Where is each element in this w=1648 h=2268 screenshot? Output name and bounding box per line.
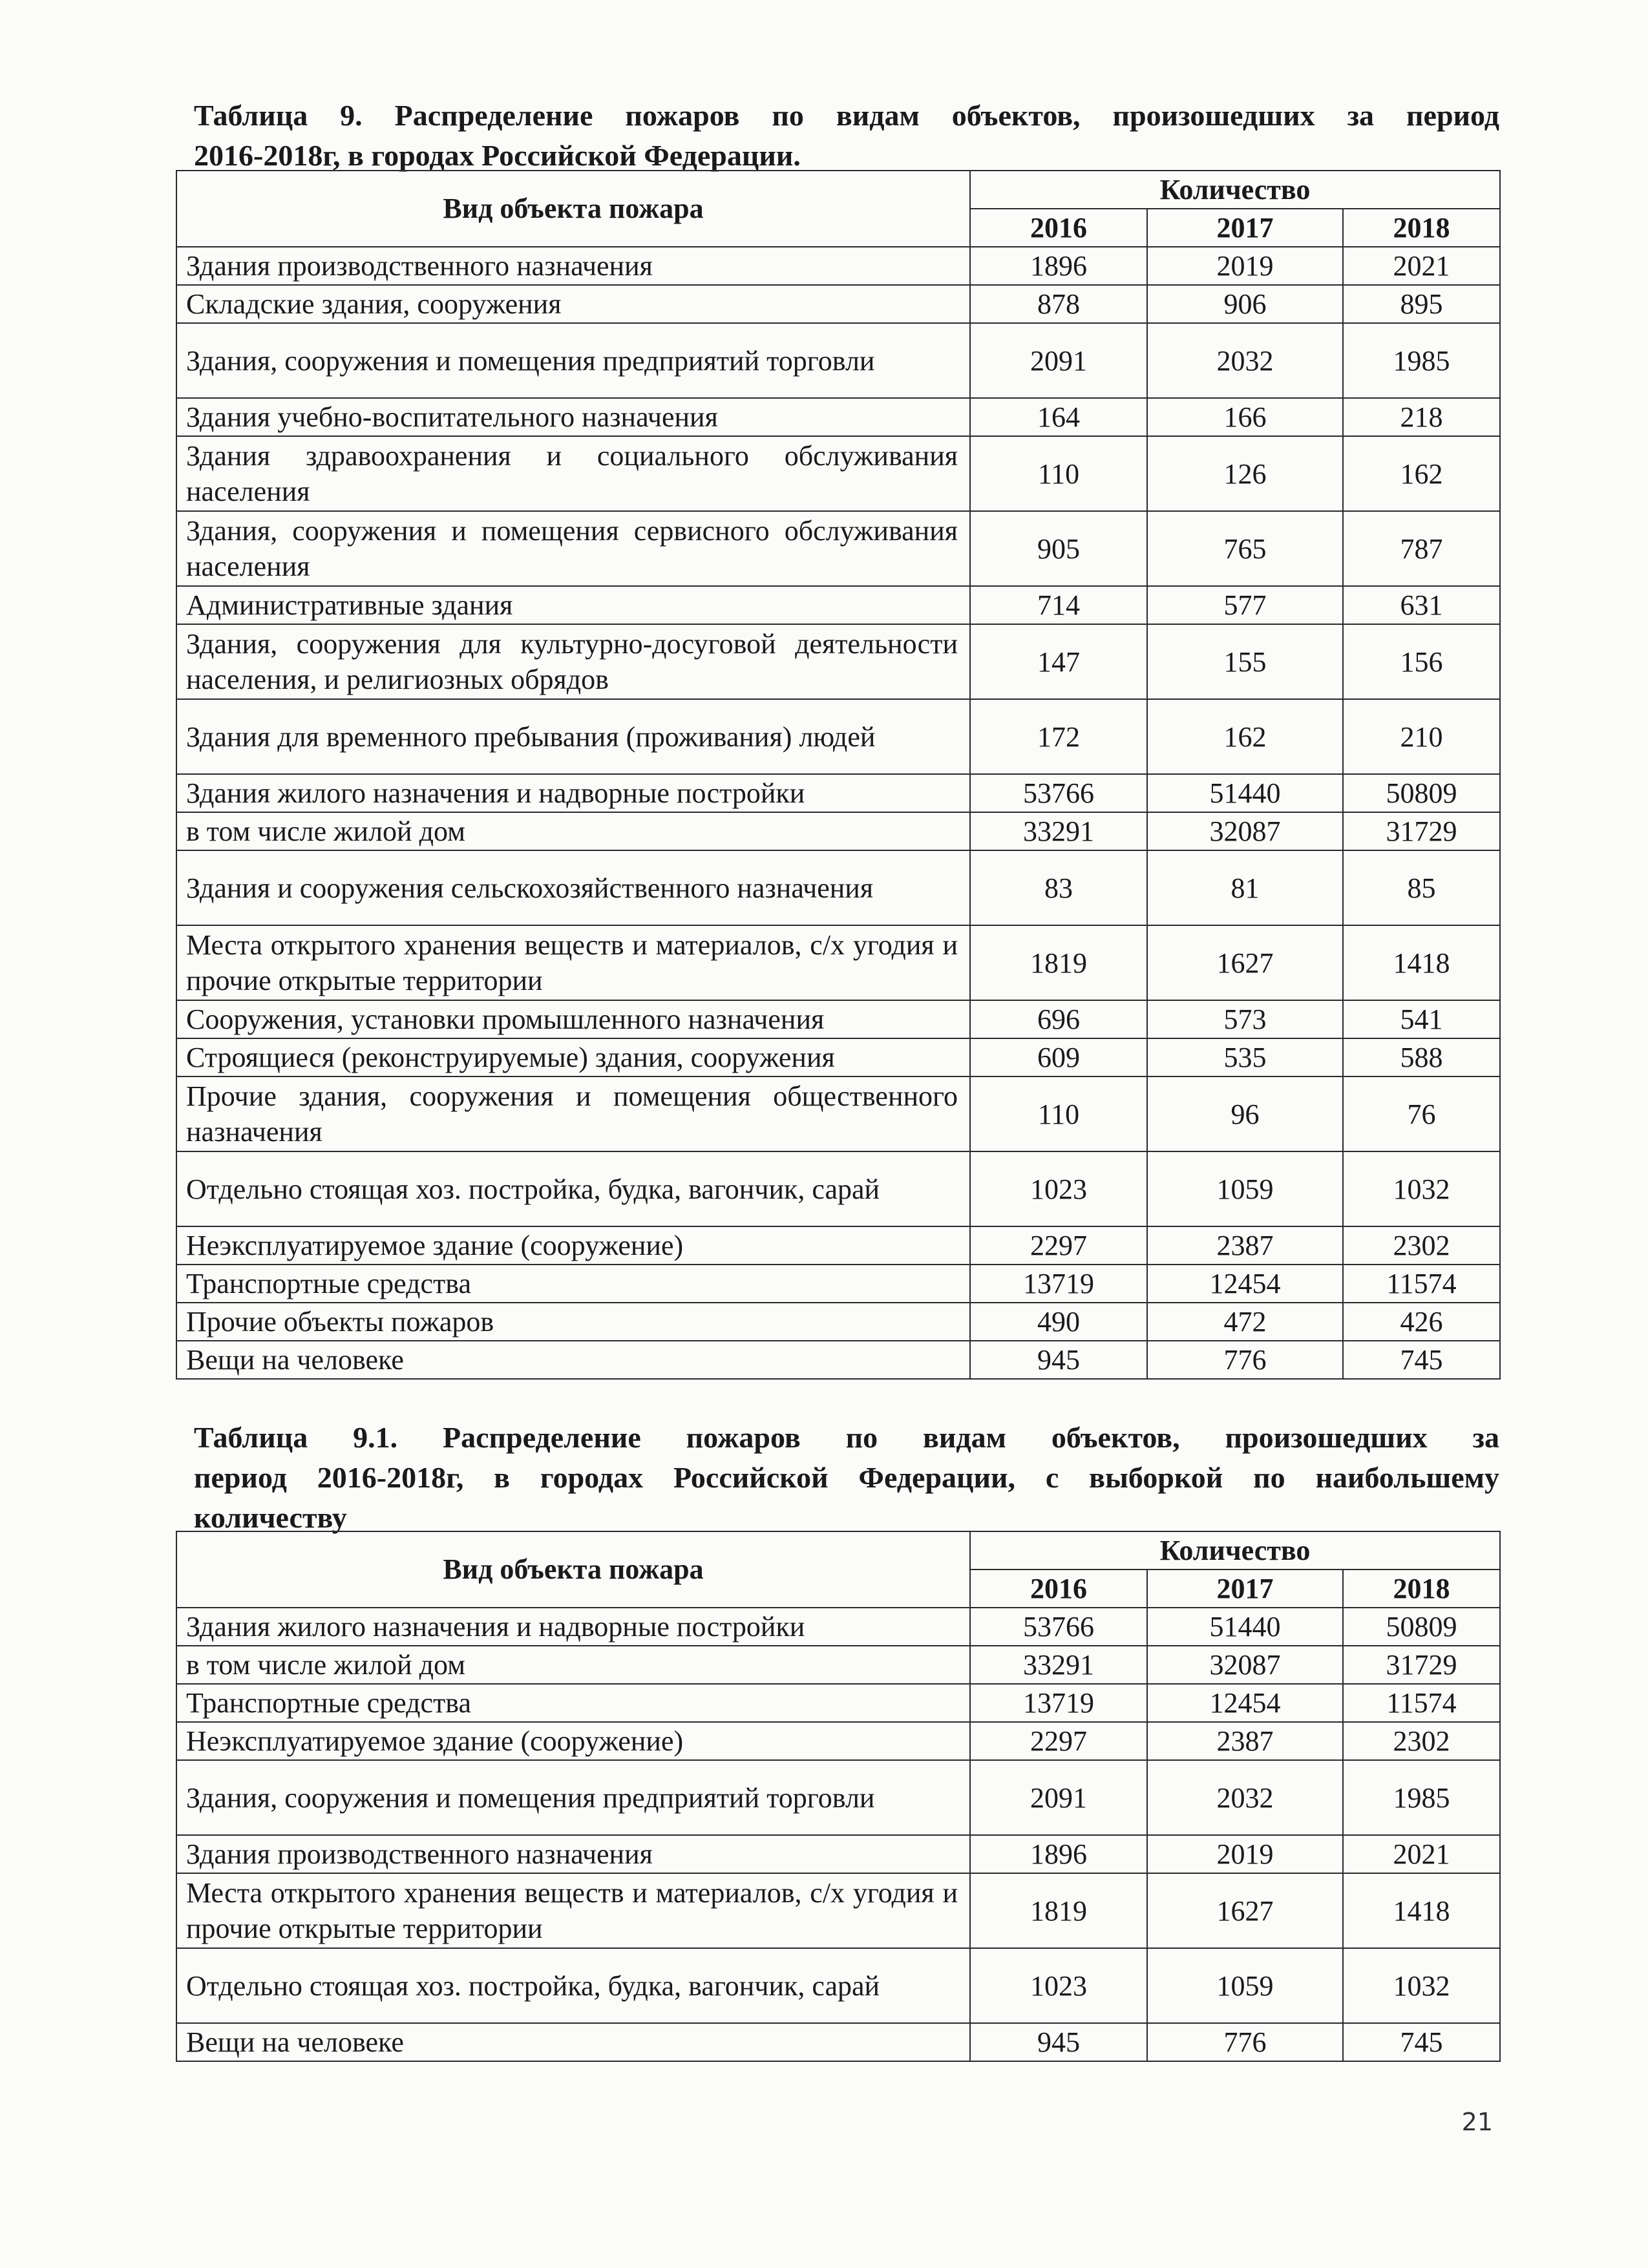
count-cell: 32087 bbox=[1147, 812, 1343, 850]
header-quantity: Количество bbox=[970, 171, 1500, 209]
count-cell: 50809 bbox=[1343, 774, 1500, 812]
object-type-cell: Прочие объекты пожаров bbox=[176, 1303, 970, 1341]
table-row bbox=[176, 586, 1500, 624]
count-cell: 776 bbox=[1147, 2023, 1343, 2061]
count-cell: 12454 bbox=[1147, 1265, 1343, 1303]
object-type-cell: Здания, сооружения и помещения предприятий торговли bbox=[176, 323, 970, 398]
header-year: 2017 bbox=[1147, 1570, 1343, 1608]
table-row bbox=[176, 699, 1500, 774]
table-9-caption bbox=[194, 96, 1499, 176]
table-row bbox=[176, 2023, 1500, 2061]
table-row bbox=[176, 398, 1500, 436]
object-type-cell: Транспортные средства bbox=[176, 1265, 970, 1303]
count-cell: 1418 bbox=[1343, 1873, 1500, 1948]
object-type-cell: Места открытого хранения веществ и материалов, с/х угодия и прочие открытые территории bbox=[176, 1873, 970, 1948]
count-cell: 906 bbox=[1147, 285, 1343, 323]
count-cell: 1985 bbox=[1343, 1760, 1500, 1835]
object-type-cell: Административные здания bbox=[176, 586, 970, 624]
count-cell: 81 bbox=[1147, 850, 1343, 925]
count-cell: 126 bbox=[1147, 436, 1343, 511]
object-type-cell: Строящиеся (реконструируемые) здания, сооружения bbox=[176, 1038, 970, 1076]
count-cell: 147 bbox=[970, 624, 1147, 699]
object-type-cell: Здания производственного назначения bbox=[176, 1835, 970, 1873]
table-row bbox=[176, 323, 1500, 398]
count-cell: 32087 bbox=[1147, 1646, 1343, 1684]
table-row bbox=[176, 1835, 1500, 1873]
table-row bbox=[176, 1076, 1500, 1151]
object-type-cell: Отдельно стоящая хоз. постройка, будка, вагончик, сарай bbox=[176, 1151, 970, 1226]
count-cell: 31729 bbox=[1343, 812, 1500, 850]
count-cell: 13719 bbox=[970, 1684, 1147, 1722]
table-row bbox=[176, 1684, 1500, 1722]
count-cell: 156 bbox=[1343, 624, 1500, 699]
count-cell: 490 bbox=[970, 1303, 1147, 1341]
caption-line: период 2016-2018г, в городах Российской Федерации, с выборкой по наибольшему bbox=[194, 1461, 1499, 1494]
count-cell: 2021 bbox=[1343, 1835, 1500, 1873]
table-row bbox=[176, 850, 1500, 925]
object-type-cell: Здания, сооружения и помещения предприятий торговли bbox=[176, 1760, 970, 1835]
count-cell: 2302 bbox=[1343, 1722, 1500, 1760]
count-cell: 2387 bbox=[1147, 1722, 1343, 1760]
count-cell: 696 bbox=[970, 1000, 1147, 1038]
count-cell: 33291 bbox=[970, 1646, 1147, 1684]
page-number: 21 bbox=[1461, 2108, 1493, 2136]
table-row bbox=[176, 247, 1500, 285]
object-type-cell: Здания жилого назначения и надворные постройки bbox=[176, 774, 970, 812]
object-type-cell: Здания учебно-воспитательного назначения bbox=[176, 398, 970, 436]
object-type-cell: Вещи на человеке bbox=[176, 2023, 970, 2061]
count-cell: 172 bbox=[970, 699, 1147, 774]
count-cell: 51440 bbox=[1147, 1608, 1343, 1646]
header-year: 2018 bbox=[1343, 209, 1500, 247]
header-object-type: Вид объекта пожара bbox=[176, 1531, 970, 1608]
count-cell: 164 bbox=[970, 398, 1147, 436]
object-type-cell: Здания, сооружения для культурно-досуговой деятельности населения, и религиозных обрядов bbox=[176, 624, 970, 699]
count-cell: 2091 bbox=[970, 1760, 1147, 1835]
table-row bbox=[176, 1646, 1500, 1684]
count-cell: 12454 bbox=[1147, 1684, 1343, 1722]
count-cell: 895 bbox=[1343, 285, 1500, 323]
header-quantity: Количество bbox=[970, 1531, 1500, 1570]
count-cell: 1418 bbox=[1343, 925, 1500, 1000]
count-cell: 50809 bbox=[1343, 1608, 1500, 1646]
count-cell: 905 bbox=[970, 511, 1147, 586]
table-row bbox=[176, 436, 1500, 511]
table-row bbox=[176, 1151, 1500, 1226]
count-cell: 210 bbox=[1343, 699, 1500, 774]
header-object-type: Вид объекта пожара bbox=[176, 171, 970, 247]
count-cell: 1819 bbox=[970, 1873, 1147, 1948]
count-cell: 765 bbox=[1147, 511, 1343, 586]
object-type-cell: Здания и сооружения сельскохозяйственного назначения bbox=[176, 850, 970, 925]
count-cell: 609 bbox=[970, 1038, 1147, 1076]
table-row bbox=[176, 1873, 1500, 1948]
count-cell: 1059 bbox=[1147, 1948, 1343, 2023]
object-type-cell: Места открытого хранения веществ и материалов, с/х угодия и прочие открытые территории bbox=[176, 925, 970, 1000]
table-row bbox=[176, 1265, 1500, 1303]
caption-line: 2016-2018г, в городах Российской Федерации. bbox=[194, 139, 801, 172]
count-cell: 573 bbox=[1147, 1000, 1343, 1038]
table-9-1-caption bbox=[194, 1418, 1499, 1538]
count-cell: 110 bbox=[970, 1076, 1147, 1151]
count-cell: 1985 bbox=[1343, 323, 1500, 398]
count-cell: 1023 bbox=[970, 1151, 1147, 1226]
count-cell: 787 bbox=[1343, 511, 1500, 586]
object-type-cell: Неэксплуатируемое здание (сооружение) bbox=[176, 1226, 970, 1265]
count-cell: 2387 bbox=[1147, 1226, 1343, 1265]
table-row bbox=[176, 1760, 1500, 1835]
count-cell: 2021 bbox=[1343, 247, 1500, 285]
count-cell: 2032 bbox=[1147, 323, 1343, 398]
object-type-cell: Прочие здания, сооружения и помещения общественного назначения bbox=[176, 1076, 970, 1151]
count-cell: 11574 bbox=[1343, 1265, 1500, 1303]
table-row bbox=[176, 925, 1500, 1000]
count-cell: 631 bbox=[1343, 586, 1500, 624]
caption-line: Таблица 9. Распределение пожаров по видам объектов, произошедших за период bbox=[194, 99, 1499, 132]
table-row bbox=[176, 1608, 1500, 1646]
count-cell: 472 bbox=[1147, 1303, 1343, 1341]
count-cell: 714 bbox=[970, 586, 1147, 624]
object-type-cell: Неэксплуатируемое здание (сооружение) bbox=[176, 1722, 970, 1760]
count-cell: 2019 bbox=[1147, 247, 1343, 285]
count-cell: 2297 bbox=[970, 1722, 1147, 1760]
count-cell: 53766 bbox=[970, 1608, 1147, 1646]
table-row bbox=[176, 1303, 1500, 1341]
count-cell: 162 bbox=[1343, 436, 1500, 511]
count-cell: 51440 bbox=[1147, 774, 1343, 812]
table-row bbox=[176, 1722, 1500, 1760]
count-cell: 1627 bbox=[1147, 1873, 1343, 1948]
table-9 bbox=[176, 170, 1501, 1380]
table-row bbox=[176, 1038, 1500, 1076]
count-cell: 162 bbox=[1147, 699, 1343, 774]
count-cell: 1627 bbox=[1147, 925, 1343, 1000]
table-9-1 bbox=[176, 1531, 1501, 2062]
table-row bbox=[176, 812, 1500, 850]
count-cell: 76 bbox=[1343, 1076, 1500, 1151]
table-row bbox=[176, 1226, 1500, 1265]
count-cell: 110 bbox=[970, 436, 1147, 511]
table-row bbox=[176, 511, 1500, 586]
table-row bbox=[176, 1948, 1500, 2023]
count-cell: 218 bbox=[1343, 398, 1500, 436]
object-type-cell: Здания жилого назначения и надворные постройки bbox=[176, 1608, 970, 1646]
header-year: 2018 bbox=[1343, 1570, 1500, 1608]
count-cell: 945 bbox=[970, 1341, 1147, 1379]
object-type-cell: Транспортные средства bbox=[176, 1684, 970, 1722]
object-type-cell: в том числе жилой дом bbox=[176, 1646, 970, 1684]
table-row bbox=[176, 1341, 1500, 1379]
count-cell: 11574 bbox=[1343, 1684, 1500, 1722]
count-cell: 1819 bbox=[970, 925, 1147, 1000]
count-cell: 776 bbox=[1147, 1341, 1343, 1379]
caption-line: Таблица 9.1. Распределение пожаров по видам объектов, произошедших за bbox=[194, 1421, 1499, 1454]
count-cell: 1023 bbox=[970, 1948, 1147, 2023]
object-type-cell: Складские здания, сооружения bbox=[176, 285, 970, 323]
count-cell: 1059 bbox=[1147, 1151, 1343, 1226]
count-cell: 13719 bbox=[970, 1265, 1147, 1303]
count-cell: 83 bbox=[970, 850, 1147, 925]
count-cell: 2091 bbox=[970, 323, 1147, 398]
count-cell: 1896 bbox=[970, 1835, 1147, 1873]
table-9-1-body bbox=[176, 1608, 1500, 2061]
object-type-cell: Здания для временного пребывания (проживания) людей bbox=[176, 699, 970, 774]
header-year: 2017 bbox=[1147, 209, 1343, 247]
header-year: 2016 bbox=[970, 1570, 1147, 1608]
count-cell: 945 bbox=[970, 2023, 1147, 2061]
count-cell: 1032 bbox=[1343, 1151, 1500, 1226]
count-cell: 535 bbox=[1147, 1038, 1343, 1076]
count-cell: 745 bbox=[1343, 2023, 1500, 2061]
caption-line: количеству bbox=[194, 1501, 347, 1534]
count-cell: 878 bbox=[970, 285, 1147, 323]
count-cell: 577 bbox=[1147, 586, 1343, 624]
count-cell: 2302 bbox=[1343, 1226, 1500, 1265]
count-cell: 2032 bbox=[1147, 1760, 1343, 1835]
count-cell: 541 bbox=[1343, 1000, 1500, 1038]
count-cell: 2019 bbox=[1147, 1835, 1343, 1873]
count-cell: 1032 bbox=[1343, 1948, 1500, 2023]
count-cell: 85 bbox=[1343, 850, 1500, 925]
table-9-body bbox=[176, 247, 1500, 1379]
count-cell: 53766 bbox=[970, 774, 1147, 812]
count-cell: 2297 bbox=[970, 1226, 1147, 1265]
table-row bbox=[176, 774, 1500, 812]
count-cell: 155 bbox=[1147, 624, 1343, 699]
object-type-cell: Сооружения, установки промышленного назначения bbox=[176, 1000, 970, 1038]
object-type-cell: Здания здравоохранения и социального обслуживания населения bbox=[176, 436, 970, 511]
object-type-cell: Отдельно стоящая хоз. постройка, будка, вагончик, сарай bbox=[176, 1948, 970, 2023]
object-type-cell: в том числе жилой дом bbox=[176, 812, 970, 850]
header-year: 2016 bbox=[970, 209, 1147, 247]
count-cell: 166 bbox=[1147, 398, 1343, 436]
count-cell: 1896 bbox=[970, 247, 1147, 285]
table-row bbox=[176, 624, 1500, 699]
object-type-cell: Здания, сооружения и помещения сервисного обслуживания населения bbox=[176, 511, 970, 586]
count-cell: 96 bbox=[1147, 1076, 1343, 1151]
object-type-cell: Вещи на человеке bbox=[176, 1341, 970, 1379]
count-cell: 588 bbox=[1343, 1038, 1500, 1076]
object-type-cell: Здания производственного назначения bbox=[176, 247, 970, 285]
table-row bbox=[176, 285, 1500, 323]
count-cell: 31729 bbox=[1343, 1646, 1500, 1684]
count-cell: 33291 bbox=[970, 812, 1147, 850]
count-cell: 745 bbox=[1343, 1341, 1500, 1379]
count-cell: 426 bbox=[1343, 1303, 1500, 1341]
table-row bbox=[176, 1000, 1500, 1038]
